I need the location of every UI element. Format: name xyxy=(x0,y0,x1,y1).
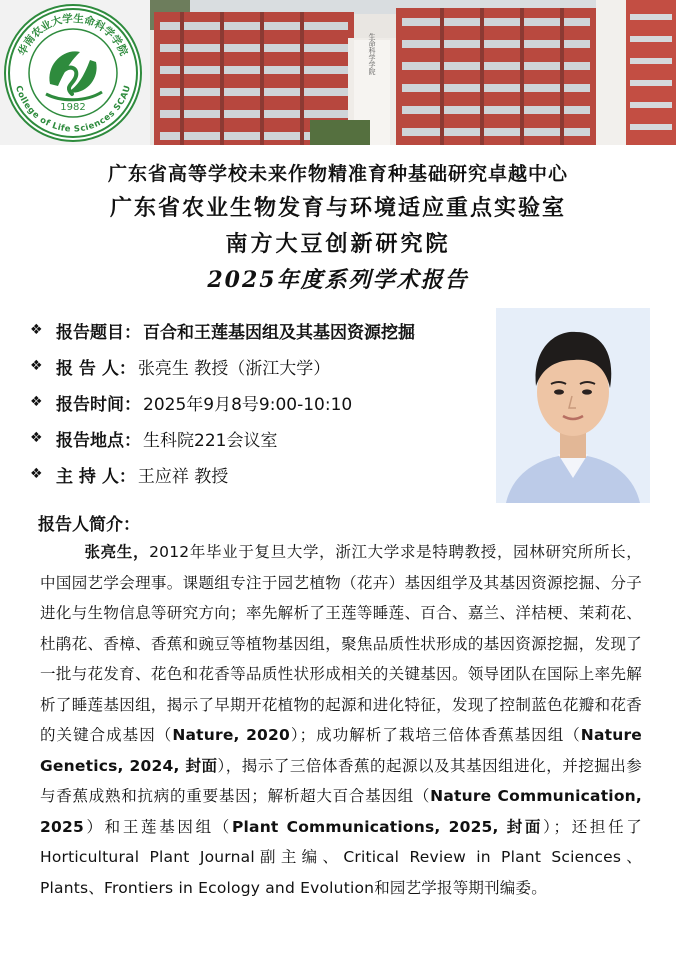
info-label: 报告地点 xyxy=(56,430,124,451)
talk-venue: 生科院221会议室 xyxy=(143,430,278,451)
title-line-4: 2025年度系列学术报告 xyxy=(207,267,469,293)
building-sign: 生命科学学院 xyxy=(368,33,376,75)
bio-citation: Nature Communication, 2025 xyxy=(40,787,642,836)
title-line-1: 广东省高等学校未来作物精准育种基础研究卓越中心 xyxy=(107,163,568,185)
bio-text: ），揭示了三倍体香蕉的起源以及其基因组进化，并挖掘出参与香蕉成熟和抗病的重要基因；解析超大百合基因组（ xyxy=(40,756,642,805)
info-label: 主 持 人 xyxy=(56,466,119,487)
title-block xyxy=(0,158,676,298)
diamond-bullet-icon: ❖ xyxy=(30,466,43,482)
host-name: 王应祥 教授 xyxy=(137,466,229,487)
info-row-topic xyxy=(30,312,490,348)
bio-text: ）和王莲基因组（ xyxy=(83,817,232,836)
speaker-portrait xyxy=(496,308,650,503)
leaf-emblem-icon xyxy=(46,51,102,99)
talk-time: 2025年9月8号9:00-10:10 xyxy=(143,394,353,415)
diamond-bullet-icon: ❖ xyxy=(30,358,43,374)
title-line-3: 南方大豆创新研究院 xyxy=(225,231,451,257)
campus-building-photo xyxy=(150,0,676,145)
logo-ring-bottom-text: College of Life Sciences SCAU xyxy=(13,84,133,135)
info-row-time xyxy=(30,384,490,420)
bio-citation: Plant Communications, 2025, 封面 xyxy=(231,817,544,836)
info-sep: ： xyxy=(118,466,136,487)
info-sep: ： xyxy=(124,322,141,343)
info-row-venue xyxy=(30,420,490,456)
bio-paragraph xyxy=(40,537,642,903)
bio-heading: 报告人简介： xyxy=(38,515,140,535)
bio-name: 张亮生， xyxy=(84,543,150,561)
diamond-bullet-icon: ❖ xyxy=(30,394,43,410)
college-logo xyxy=(4,4,142,142)
logo-year: 1982 xyxy=(60,102,86,113)
info-sep: ： xyxy=(124,394,141,415)
diamond-bullet-icon: ❖ xyxy=(30,430,43,446)
diamond-bullet-icon: ❖ xyxy=(30,322,43,338)
bio-citation: Nature, 2020 xyxy=(172,726,291,744)
speaker-name: 张亮生 教授（浙江大学） xyxy=(137,358,331,379)
title-line-2: 广东省农业生物发育与环境适应重点实验室 xyxy=(109,195,566,221)
info-sep: ： xyxy=(124,430,141,451)
bio-citation: Nature Genetics, 2024, 封面 xyxy=(40,726,643,775)
bio-text: 2012年毕业于复旦大学，浙江大学求是特聘教授，园林研究所所长，中国园艺学会理事。课题组专注于园艺植物（花卉）基因组学及其基因资源挖掘、分子进化与生物信息等研究方向；率先解析了王莲等睡莲、百合、嘉兰、洋桔梗、茉莉花、杜鹃花、香樟、香蕉和豌豆等植物基因组，聚焦品质性状形成的基因资源挖掘，发现了一批与花发育、花色和花香等品质性状形成相关的关键基因。领导团队在国际上率先解析了睡莲基因组，揭示了早期开花植物的起源和进化特征，发现了控制蓝色花瓣和花香的关键合成基因（ xyxy=(40,543,642,744)
info-row-speaker xyxy=(30,348,490,384)
bio-text: ）；成功解析了栽培三倍体香蕉基因组（ xyxy=(290,726,581,744)
info-label: 报告时间 xyxy=(56,394,124,415)
header-banner xyxy=(0,0,676,145)
info-sep: ： xyxy=(118,358,136,379)
logo-ring-top-text: 华南农业大学生命科学学院 xyxy=(16,12,130,58)
talk-title: 百合和王莲基因组及其基因资源挖掘 xyxy=(143,322,415,343)
bio-text: ）；还担任了Horticultural Plant Journal副主编、Critical Review in Plant Sciences、Plants、Frontiers in Ecology and Evolution和园艺学报等期刊编委。 xyxy=(40,817,642,897)
talk-info-list xyxy=(30,312,490,492)
info-label: 报 告 人 xyxy=(56,358,119,379)
info-label: 报告题目 xyxy=(56,322,124,343)
info-row-host xyxy=(30,456,490,492)
